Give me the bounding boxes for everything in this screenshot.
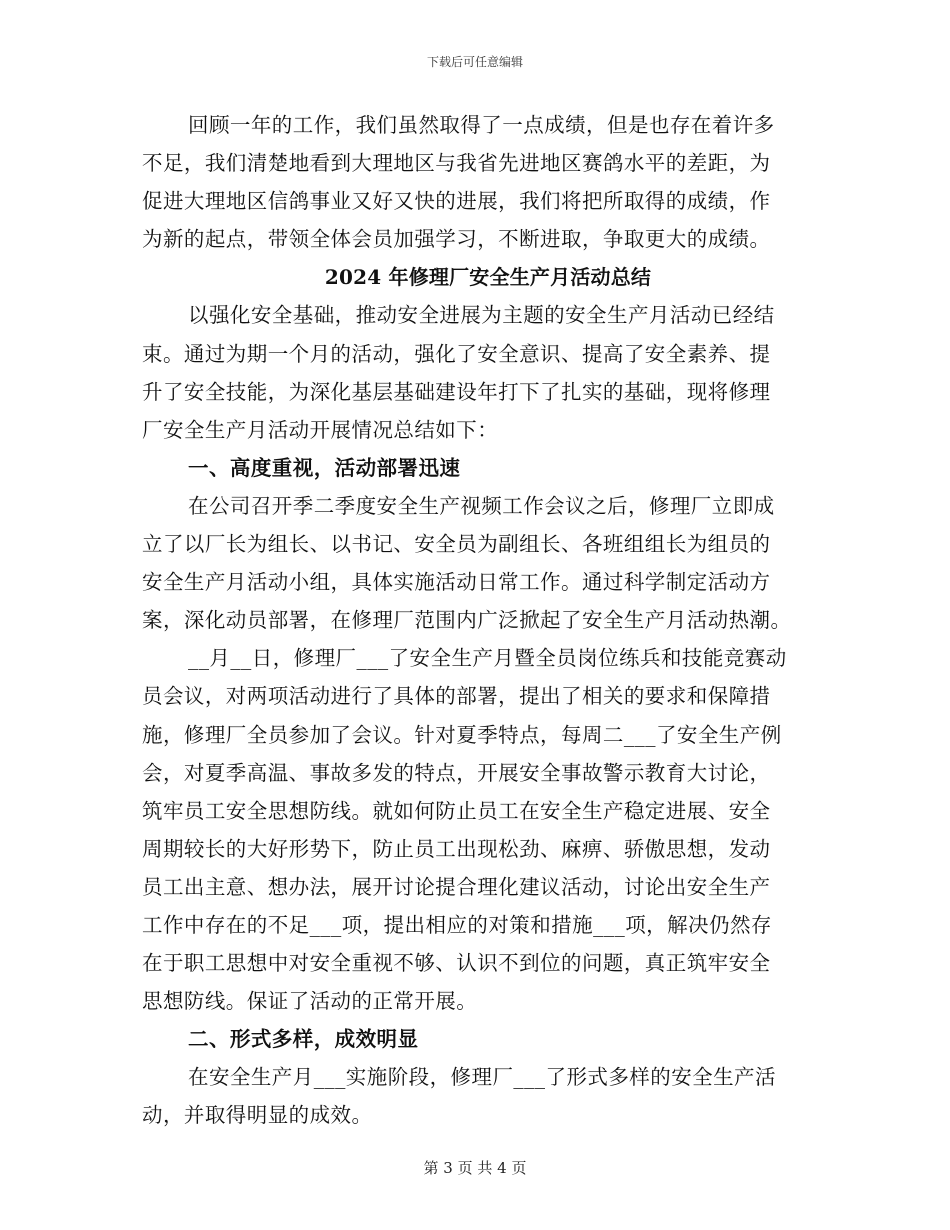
paragraph-line: 在安全生产月___实施阶段，修理厂___了形式多样的安全生产活 [188, 1065, 776, 1090]
paragraph-line: 周期较长的大好形势下，防止员工出现松劲、麻痹、骄傲思想，发动 [142, 836, 771, 861]
page-footer: 第 3 页 共 4 页 [423, 1159, 527, 1177]
paragraph-line: 升了安全技能，为深化基层基础建设年打下了扎实的基础，现将修理 [142, 379, 771, 404]
paragraph-line: 员会议，对两项活动进行了具体的部署，提出了相关的要求和保障措 [142, 684, 771, 709]
document-body [142, 106, 804, 1135]
paragraph-line: __月__日，修理厂___了安全生产月暨全员岗位练兵和技能竞赛动 [188, 646, 787, 671]
section-heading: 一、高度重视，活动部署迅速 [188, 455, 461, 480]
paragraph-line: 工作中存在的不足___项，提出相应的对策和措施___项，解决仍然存 [142, 912, 772, 937]
document-title: 2024 年修理厂安全生产月活动总结 [324, 265, 652, 290]
paragraph-line: 在于职工思想中对安全重视不够、认识不到位的问题，真正筑牢安全 [142, 951, 771, 976]
paragraph-line: 不足，我们清楚地看到大理地区与我省先进地区赛鸽水平的差距，为 [142, 151, 771, 176]
paragraph-line: 以强化安全基础，推动安全进展为主题的安全生产月活动已经结 [188, 303, 775, 328]
paragraph-line: 会，对夏季高温、事故多发的特点，开展安全事故警示教育大讨论， [142, 760, 771, 785]
paragraph-line: 厂安全生产月活动开展情况总结如下： [142, 417, 499, 442]
paragraph-line: 动，并取得明显的成效。 [142, 1103, 373, 1128]
page-header: 下载后可任意编辑 [426, 55, 523, 69]
paragraph-line: 束。通过为期一个月的活动，强化了安全意识、提高了安全素养、提 [142, 341, 771, 366]
paragraph-line: 为新的起点，带领全体会员加强学习，不断进取，争取更大的成绩。 [142, 227, 771, 252]
paragraph-line: 回顾一年的工作，我们虽然取得了一点成绩，但是也存在着许多 [188, 113, 775, 137]
paragraph-line: 筑牢员工安全思想防线。就如何防止员工在安全生产稳定进展、安全 [142, 798, 771, 823]
paragraph-line: 在公司召开季二季度安全生产视频工作会议之后，修理厂立即成 [188, 493, 775, 518]
paragraph-line: 促进大理地区信鸽事业又好又快的进展，我们将把所取得的成绩，作 [142, 189, 771, 214]
paragraph-line: 施，修理厂全员参加了会议。针对夏季特点，每周二___了安全生产例 [142, 722, 782, 747]
paragraph-line: 立了以厂长为组长、以书记、安全员为副组长、各班组组长为组员的 [142, 532, 771, 557]
paragraph-line: 安全生产月活动小组，具体实施活动日常工作。通过科学制定活动方 [142, 570, 771, 595]
paragraph-line: 员工出主意、想办法，展开讨论提合理化建议活动，讨论出安全生产 [142, 874, 771, 899]
paragraph-line: 案，深化动员部署，在修理厂范围内广泛掀起了安全生产月活动热潮。 [142, 608, 792, 633]
paragraph-line: 思想防线。保证了活动的正常开展。 [142, 989, 478, 1014]
section-heading: 二、形式多样，成效明显 [188, 1027, 419, 1052]
